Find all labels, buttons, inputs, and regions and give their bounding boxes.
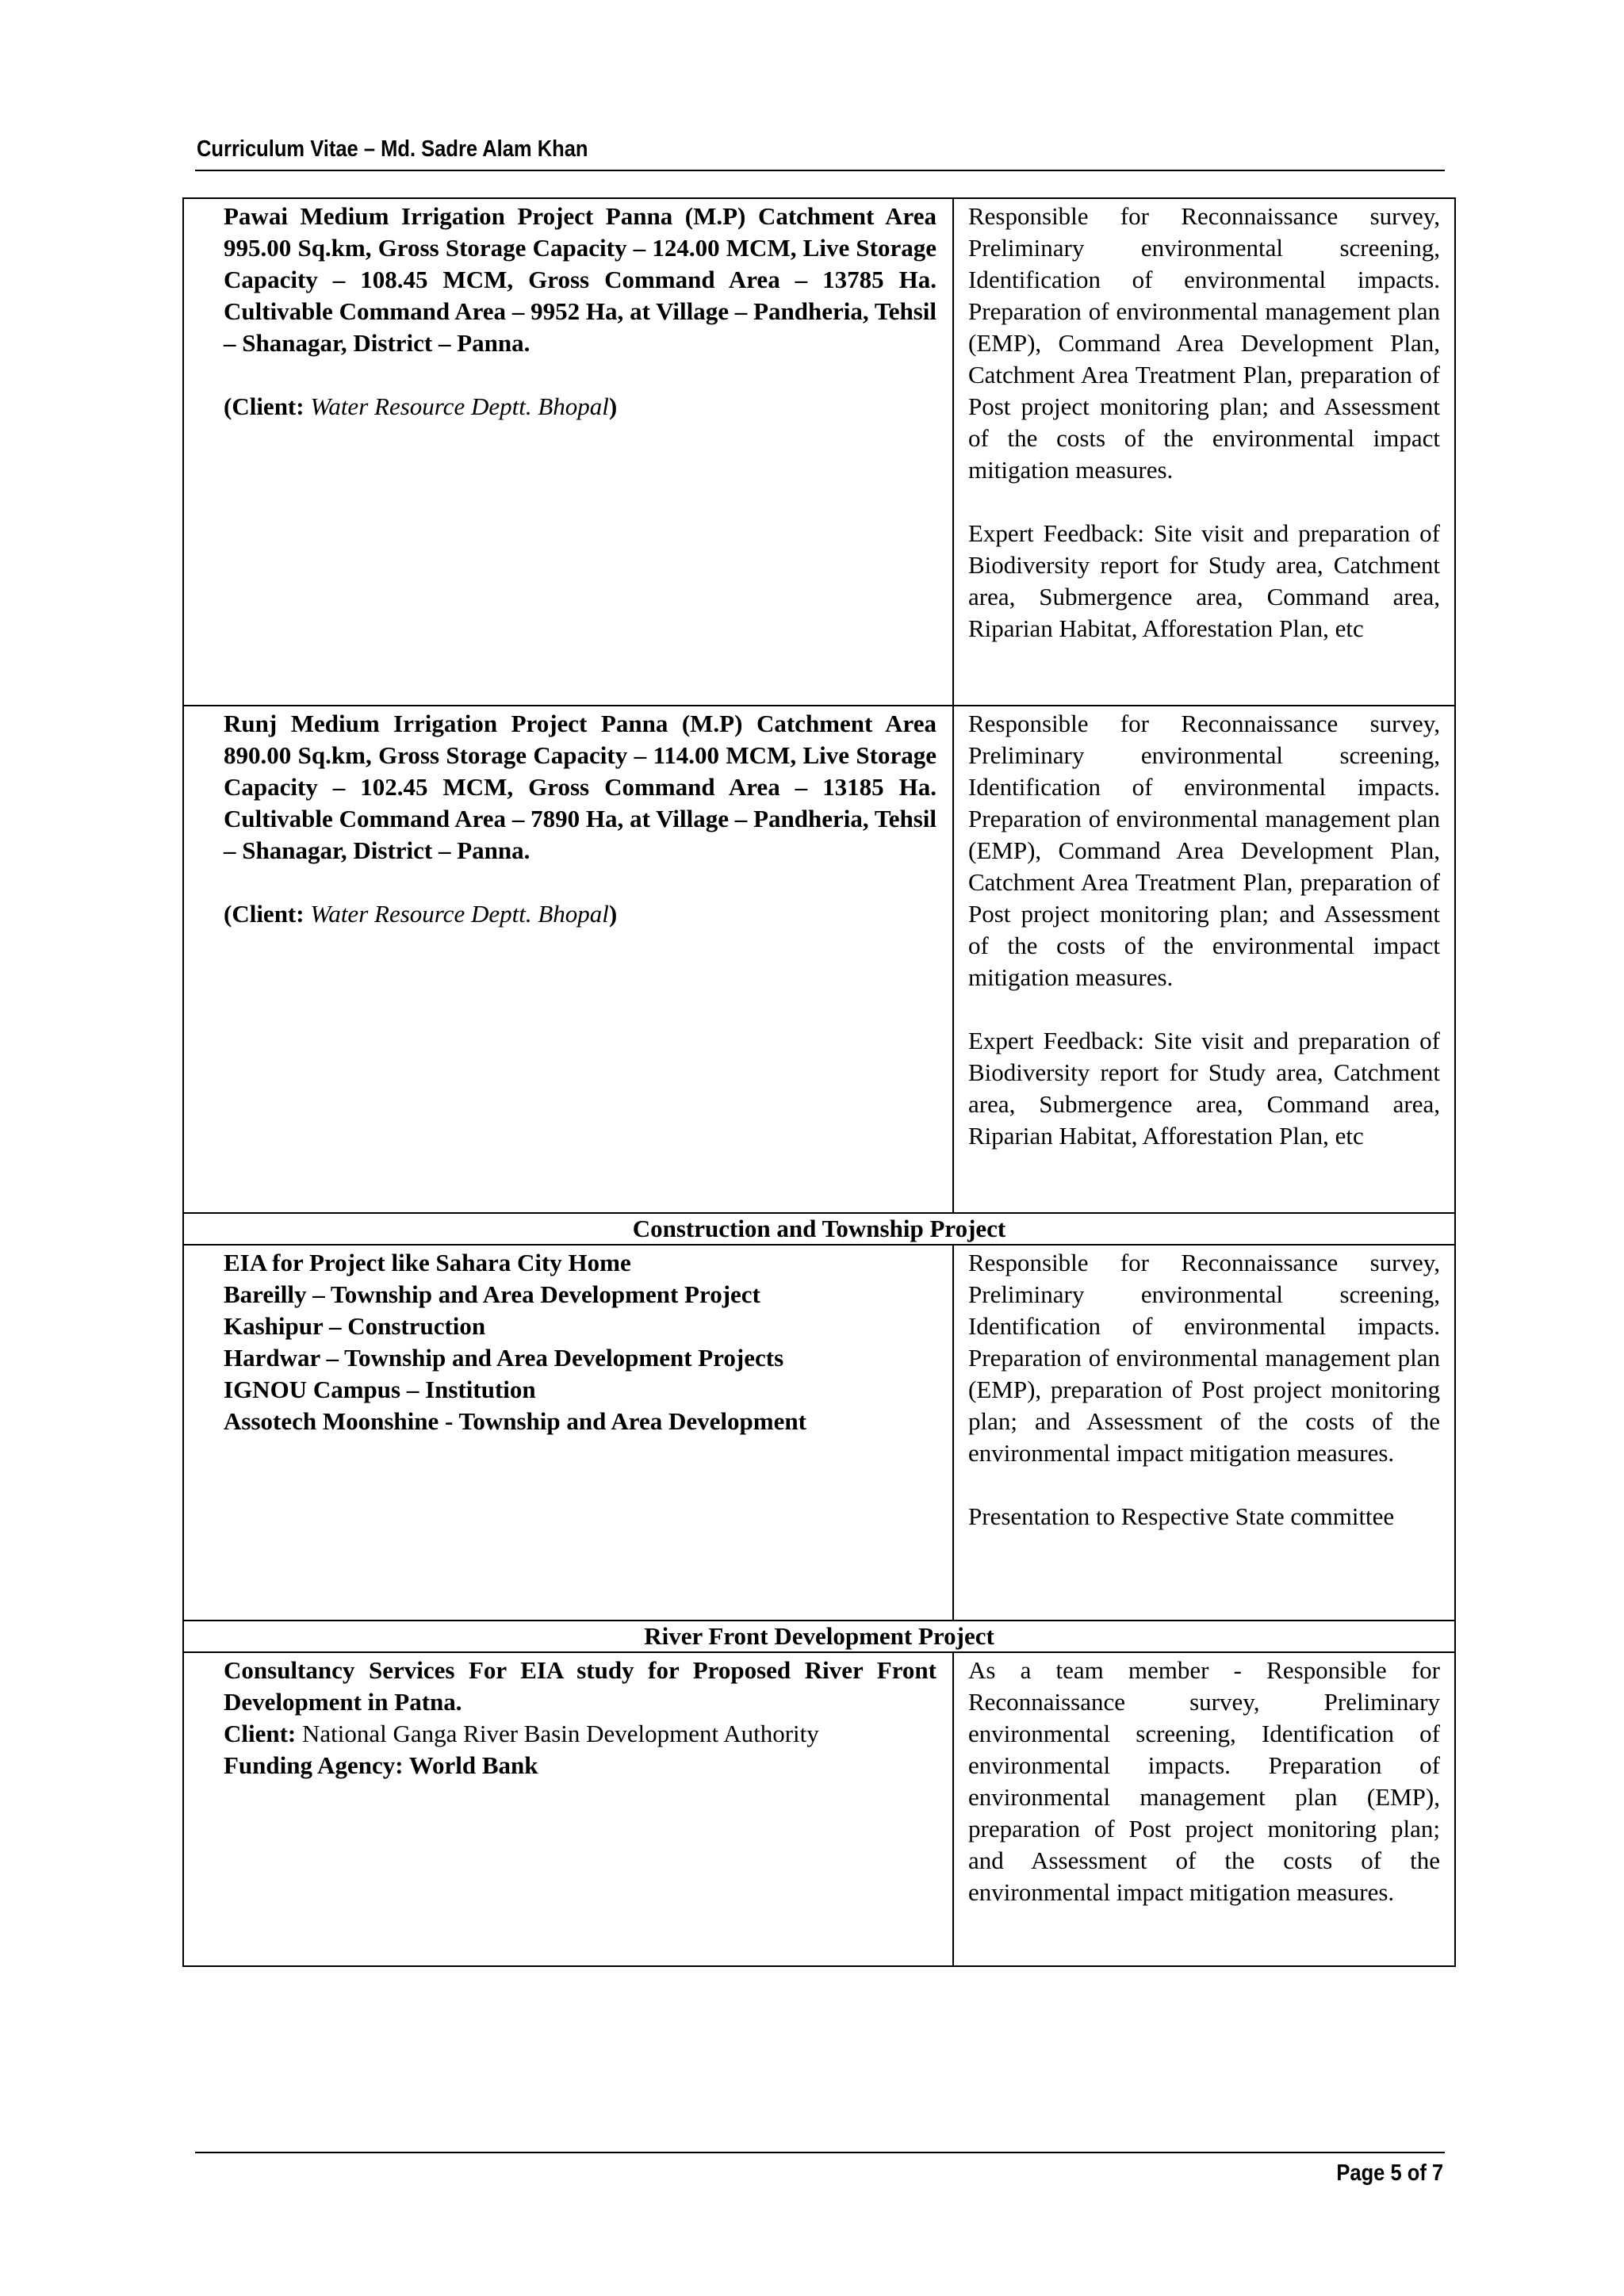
- project-title: Runj Medium Irrigation Project Panna (M.P) Catchment Area 890.00 Sq.km, Gross Storage Capacity – 114.00 MCM, Live Storage Capacity – 102.45 MCM, Gross Command Area – 13185 Ha. Cultivable Command Area – 7890 Ha, at Village – Pandheria, Tehsil – Shanagar, District – Panna.: [224, 710, 936, 864]
- project-description-cell: [183, 1245, 953, 1621]
- project-row-pawai: [183, 198, 1455, 706]
- responsibility-cell: [953, 706, 1455, 1213]
- responsibility-cell: [953, 1652, 1455, 1966]
- project-item: Assotech Moonshine - Township and Area Development: [224, 1407, 806, 1435]
- project-row-river-front: [183, 1652, 1455, 1966]
- responsibility-cell: [953, 1245, 1455, 1621]
- header-title: Curriculum Vitae – Md. Sadre Alam Khan: [197, 136, 588, 162]
- client-line: (Client: Water Resource Deptt. Bhopal): [224, 392, 618, 420]
- client-line: (Client: Water Resource Deptt. Bhopal): [224, 900, 618, 928]
- projects-table: [182, 197, 1456, 1967]
- section-heading-row: [183, 1621, 1455, 1652]
- expert-feedback-text: Expert Feedback: Site visit and preparation of Biodiversity report for Study area, Catchment area, Submergence area, Command area, Riparian Habitat, Afforestation Plan, etc: [968, 1027, 1440, 1150]
- project-item: Hardwar – Township and Area Development Projects: [224, 1344, 784, 1372]
- responsibility-text: Responsible for Reconnaissance survey, Preliminary environmental screening, Identification of environmental impacts. Preparation of environmental management plan (EMP), Command Area Development Plan, Catchment Area Treatment Plan, preparation of Post project monitoring plan; and Assessment of the costs of the environmental impact mitigation measures.: [968, 710, 1440, 991]
- funding-agency: Funding Agency: World Bank: [224, 1751, 538, 1779]
- expert-feedback-text: Expert Feedback: Site visit and preparation of Biodiversity report for Study area, Catchment area, Submergence area, Command area, Riparian Habitat, Afforestation Plan, etc: [968, 519, 1440, 642]
- project-title: Pawai Medium Irrigation Project Panna (M.P) Catchment Area 995.00 Sq.km, Gross Storage Capacity – 124.00 MCM, Live Storage Capacity – 108.45 MCM, Gross Command Area – 13785 Ha. Cultivable Command Area – 9952 Ha, at Village – Pandheria, Tehsil – Shanagar, District – Panna.: [224, 202, 936, 357]
- section-heading-row: [183, 1213, 1455, 1245]
- project-description-cell: [183, 198, 953, 706]
- project-title: Consultancy Services For EIA study for Proposed River Front Development in Patna.: [224, 1656, 936, 1716]
- project-item: Bareilly – Township and Area Development Project: [224, 1280, 760, 1308]
- client-line: Client: National Ganga River Basin Development Authority: [224, 1720, 819, 1747]
- presentation-text: Presentation to Respective State committee: [968, 1502, 1395, 1530]
- responsibility-cell: [953, 198, 1455, 706]
- project-description-cell: [183, 1652, 953, 1966]
- project-row-construction: [183, 1245, 1455, 1621]
- section-heading-construction: Construction and Township Project: [183, 1213, 1455, 1245]
- project-item: Kashipur – Construction: [224, 1312, 486, 1340]
- header-rule: [195, 170, 1445, 171]
- page-number: Page 5 of 7: [1336, 2160, 1443, 2186]
- section-heading-river-front: River Front Development Project: [183, 1621, 1455, 1652]
- project-item: IGNOU Campus – Institution: [224, 1376, 536, 1403]
- responsibility-text: Responsible for Reconnaissance survey, Preliminary environmental screening, Identification of environmental impacts. Preparation of environmental management plan (EMP), Command Area Development Plan, Catchment Area Treatment Plan, preparation of Post project monitoring plan; and Assessment of the costs of the environmental impact mitigation measures.: [968, 202, 1440, 484]
- responsibility-text: Responsible for Reconnaissance survey, Preliminary environmental screening, Identification of environmental impacts. Preparation of environmental management plan (EMP), preparation of Post project monitoring plan; and Assessment of the costs of the environmental impact mitigation measures.: [968, 1249, 1440, 1467]
- responsibility-text: As a team member - Responsible for Reconnaissance survey, Preliminary environmental screening, Identification of environmental impacts. Preparation of environmental management plan (EMP), preparation of Post project monitoring plan; and Assessment of the costs of the environmental impact mitigation measures.: [968, 1656, 1440, 1906]
- project-description-cell: [183, 706, 953, 1213]
- footer-rule: [195, 2152, 1445, 2153]
- project-item: EIA for Project like Sahara City Home: [224, 1249, 631, 1276]
- project-row-runj: [183, 706, 1455, 1213]
